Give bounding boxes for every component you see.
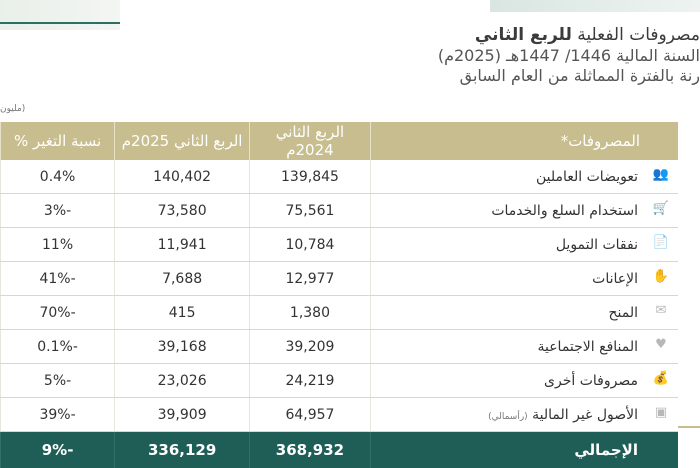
row-label [370, 364, 678, 398]
row-label [370, 228, 678, 262]
row-label [370, 330, 678, 364]
row-label [370, 160, 678, 194]
grant-envelope-icon: ✉ [652, 302, 670, 320]
row-label-text: نفقات التمويل [556, 237, 638, 253]
asset-icon: ▣ [652, 404, 670, 422]
row-label-text: استخدام السلع والخدمات [491, 203, 638, 219]
top-right-band [490, 0, 700, 12]
row-label-text: الإعانات [592, 271, 638, 287]
table-row [1, 398, 679, 432]
table-row [1, 330, 679, 364]
cell-q2-2024: 10,784 [250, 228, 371, 262]
row-label [370, 262, 678, 296]
table-header-row [1, 122, 679, 160]
row-label [370, 296, 678, 330]
cell-q2-2025: 23,026 [115, 364, 250, 398]
cell-q2-2024: 75,561 [250, 194, 371, 228]
unit-label: (مليون [0, 104, 40, 114]
header-q2-2024: الربع الثاني 2024م [250, 122, 371, 160]
title-block [280, 24, 700, 86]
table-row [1, 364, 679, 398]
top-accent-line [0, 22, 120, 24]
people-icon: 👥 [652, 166, 670, 184]
row-label-text: المنافع الاجتماعية [537, 339, 638, 355]
cell-q2-2025: 140,402 [115, 160, 250, 194]
cell-q2-2025: 39,168 [115, 330, 250, 364]
cell-change: -41% [1, 262, 115, 296]
cell-q2-2025: 39,909 [115, 398, 250, 432]
total-q2-2024: 368,932 [250, 432, 371, 468]
cell-q2-2024: 24,219 [250, 364, 371, 398]
social-benefit-icon: ♥ [652, 336, 670, 354]
page-title [280, 24, 700, 46]
row-label-sub: (رأسمالي) [488, 412, 528, 422]
row-label-text: تعويضات العاملين [536, 169, 638, 185]
cell-q2-2024: 1,380 [250, 296, 371, 330]
row-label [370, 398, 678, 432]
title-bold: للربع الثاني [475, 25, 572, 45]
cell-q2-2024: 39,209 [250, 330, 371, 364]
row-label [370, 194, 678, 228]
table-row [1, 194, 679, 228]
cell-change: -39% [1, 398, 115, 432]
expenses-table [0, 122, 678, 468]
row-label-text: الأصول غير المالية [532, 407, 638, 423]
comparison-note: رنة بالفترة المماثلة من العام السابق [280, 66, 700, 86]
cell-change: 11% [1, 228, 115, 262]
cell-q2-2024: 12,977 [250, 262, 371, 296]
cell-change: -70% [1, 296, 115, 330]
row-label-text: المنح [608, 305, 638, 321]
header-change: نسبة التغير % [1, 122, 115, 160]
fiscal-year-subtitle: السنة المالية 1446/ 1447هـ (2025م) [280, 46, 700, 66]
subsidy-hand-icon: ✋ [652, 268, 670, 286]
row-label-text: مصروفات أخرى [544, 373, 638, 389]
money-bag-icon: 💰 [652, 370, 670, 388]
header-tail-decoration [678, 426, 700, 428]
cell-q2-2025: 7,688 [115, 262, 250, 296]
goods-icon: 🛒 [652, 200, 670, 218]
total-label: الإجمالي [370, 432, 678, 468]
total-change: -9% [1, 432, 115, 468]
cell-change: -3% [1, 194, 115, 228]
title-normal: مصروفات الفعلية [572, 25, 700, 45]
cell-q2-2025: 11,941 [115, 228, 250, 262]
table-row [1, 262, 679, 296]
cell-change: -5% [1, 364, 115, 398]
cell-q2-2024: 139,845 [250, 160, 371, 194]
top-left-band [0, 0, 120, 30]
header-expenses: المصروفات* [370, 122, 678, 160]
table-row [1, 296, 679, 330]
total-q2-2025: 336,129 [115, 432, 250, 468]
table-row [1, 160, 679, 194]
finance-doc-icon: 📄 [652, 234, 670, 252]
cell-change: -0.1% [1, 330, 115, 364]
cell-q2-2024: 64,957 [250, 398, 371, 432]
table-row [1, 228, 679, 262]
cell-q2-2025: 415 [115, 296, 250, 330]
cell-q2-2025: 73,580 [115, 194, 250, 228]
cell-change: 0.4% [1, 160, 115, 194]
header-q2-2025: الربع الثاني 2025م [115, 122, 250, 160]
